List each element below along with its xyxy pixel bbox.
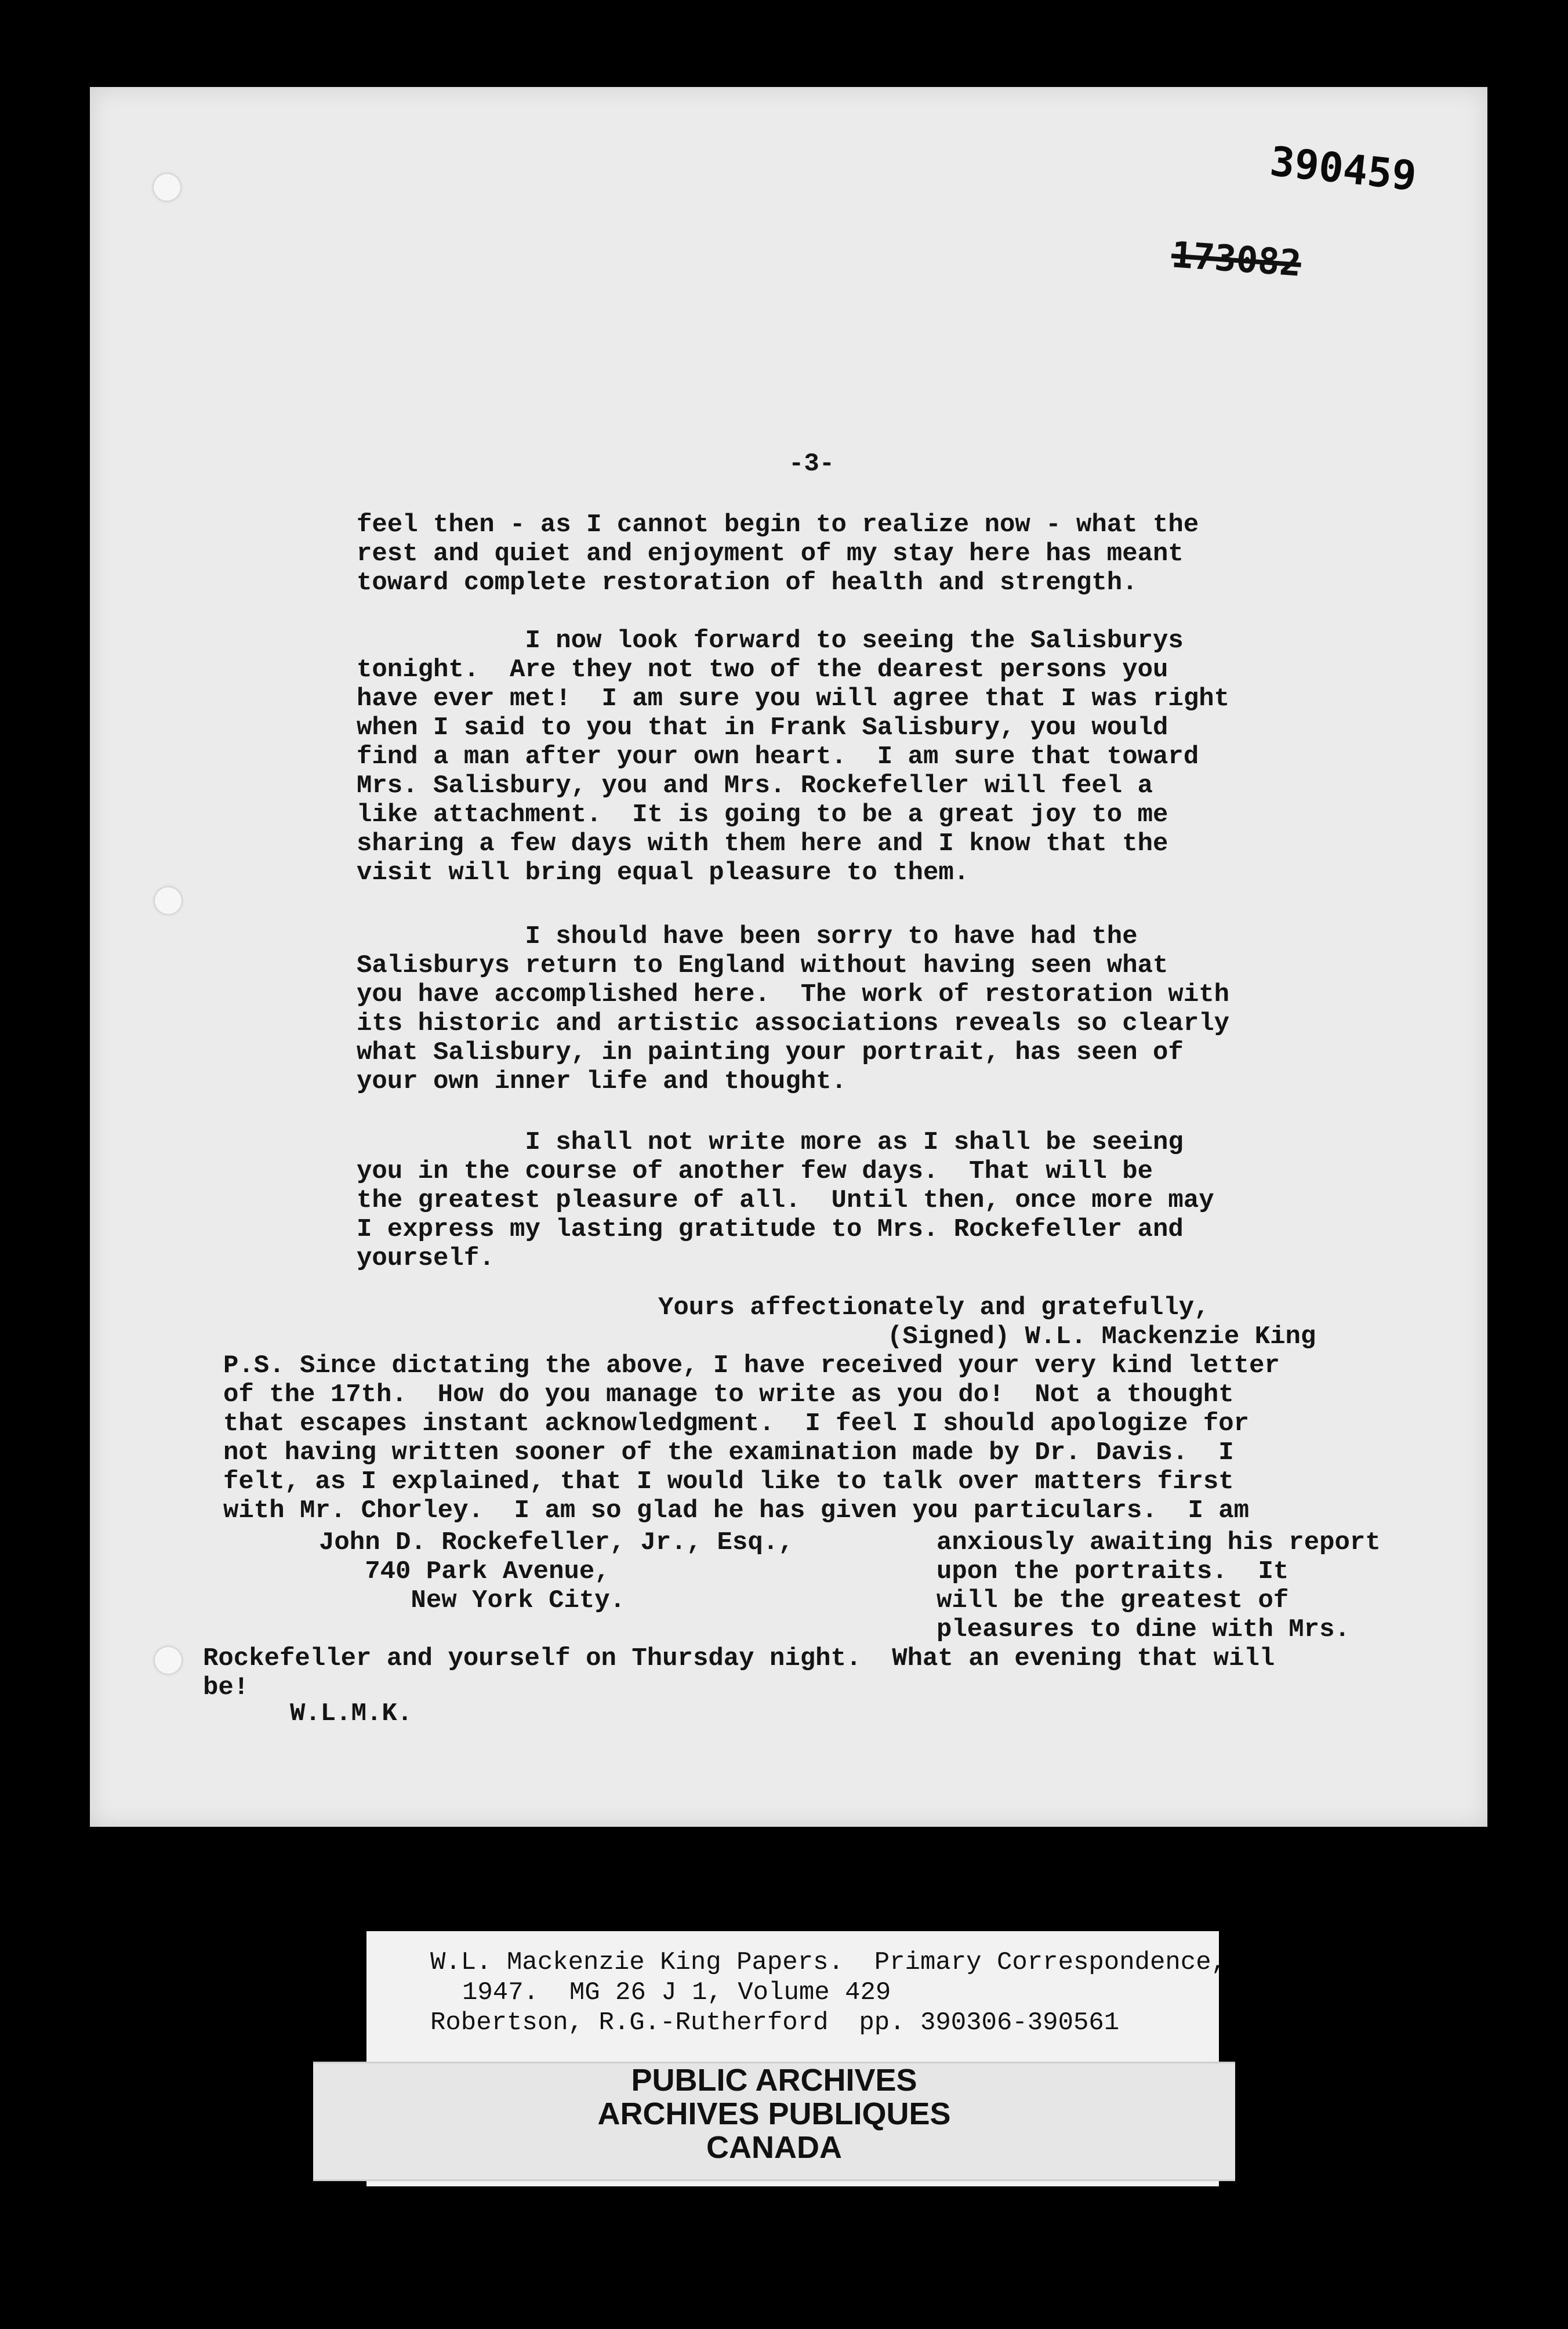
postscript-side-column: anxiously awaiting his report upon the portraits. It will be the greatest of pleasures to dine with Mrs. (937, 1528, 1381, 1644)
paragraph-3: I should have been sorry to have had the Salisburys return to England without having seen what you have accomplished here. The work of restoration with its historic and artistic associations reveals so clearly what Salisbury, in painting your portrait, has seen of your own inner life and thought. (357, 922, 1230, 1096)
archives-english: PUBLIC ARCHIVES (631, 2063, 917, 2098)
archives-stamp-band (313, 2062, 1235, 2181)
page-number: -3- (789, 449, 835, 478)
punch-hole (155, 887, 182, 914)
citation-line-3: Robertson, R.G.-Rutherford pp. 390306-390561 (430, 2008, 1120, 2037)
citation-line-1: W.L. Mackenzie King Papers. Primary Correspondence, (430, 1948, 1227, 1977)
punch-hole (155, 1647, 182, 1674)
postscript-ending: Rockefeller and yourself on Thursday night. What an evening that will be! (203, 1644, 1275, 1702)
initials: W.L.M.K. (290, 1699, 413, 1728)
closing-line: Yours affectionately and gratefully, (658, 1293, 1210, 1322)
signature-line: (Signed) W.L. Mackenzie King (887, 1322, 1316, 1351)
paragraph-4: I shall not write more as I shall be seeing you in the course of another few days. That will be the greatest pleasure of all. Until then, once more may I express my lasting gratitude to Mrs. Rockefeller and yourself. (357, 1128, 1214, 1273)
citation-line-2: 1947. MG 26 J 1, Volume 429 (462, 1978, 891, 2007)
page-stamp-number: 390459 (1268, 137, 1419, 200)
paragraph-2: I now look forward to seeing the Salisburys tonight. Are they not two of the dearest persons you have ever met! I am sure you will agree that I was right when I said to you that in Frank Salisbury, you would find a man after your own heart. I am sure that toward Mrs. Salisbury, you and Mrs. Rockefeller will feel a like attachment. It is going to be a great joy to me sharing a few days with them here and I know that the visit will bring equal pleasure to them. (357, 626, 1230, 887)
recipient-address: John D. Rockefeller, Jr., Esq., 740 Park Avenue, New York City. (319, 1528, 794, 1615)
punch-hole (154, 174, 180, 201)
postscript: P.S. Since dictating the above, I have received your very kind letter of the 17th. How do you manage to write as you do! Not a thought that escapes instant acknowledgment. I feel I should apologize for not having written sooner of the examination made by Dr. Davis. I felt, as I explained, that I would like to talk over matters first with Mr. Chorley. I am so glad he has given you particulars. I am (223, 1351, 1280, 1525)
crossed-out-stamp-number: 173082 (1170, 233, 1303, 285)
archives-country: CANADA (706, 2130, 842, 2165)
paragraph-1: feel then - as I cannot begin to realize now - what the rest and quiet and enjoyment of my stay here has meant toward complete restoration of health and strength. (357, 510, 1199, 597)
archives-french: ARCHIVES PUBLIQUES (597, 2096, 951, 2131)
